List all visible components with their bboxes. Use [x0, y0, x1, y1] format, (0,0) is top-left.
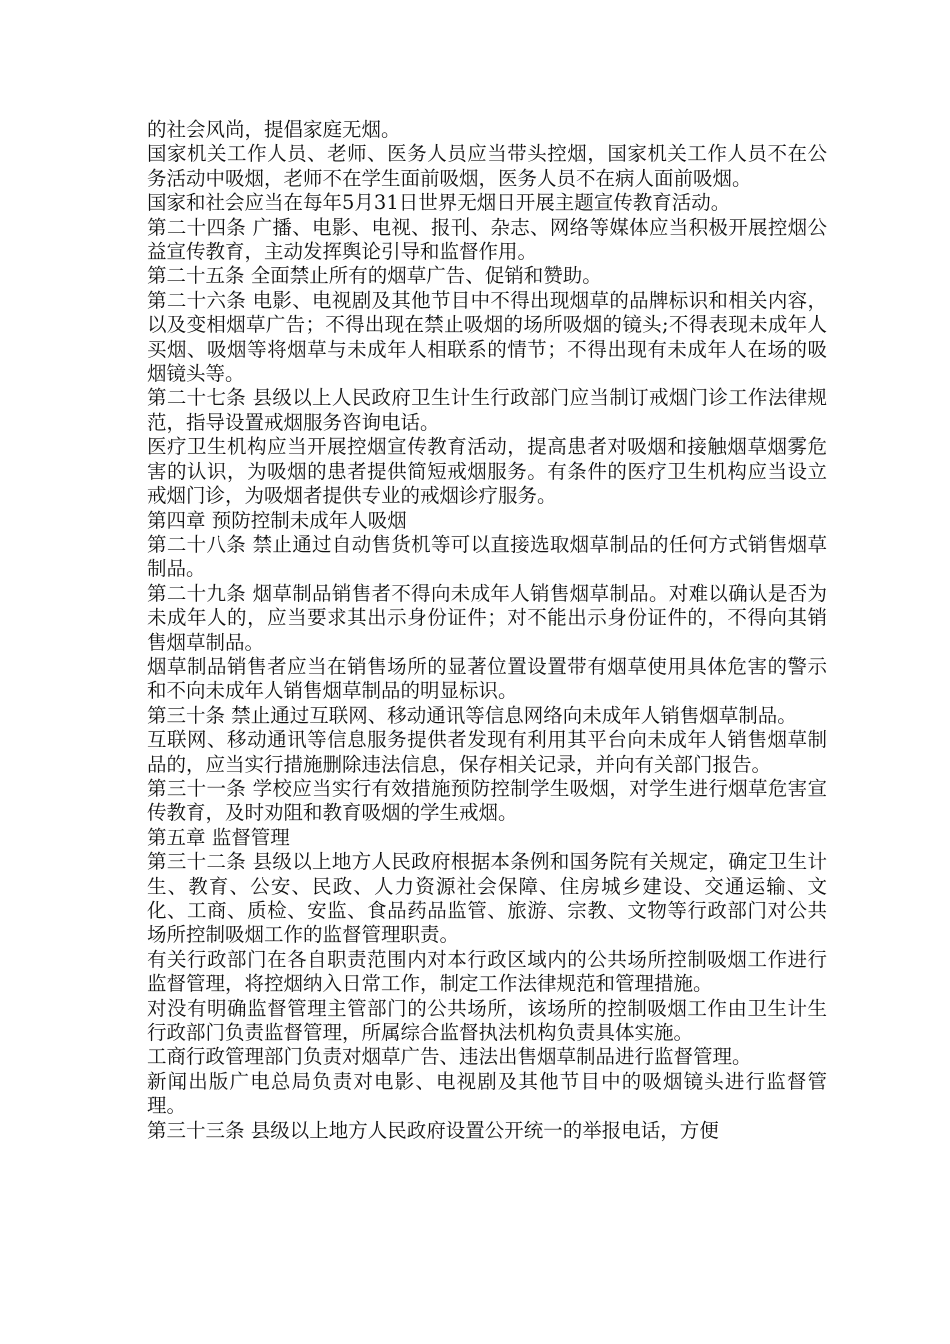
- article-paragraph: 第二十六条 电影、电视剧及其他节目中不得出现烟草的品牌标识和相关内容，以及变相烟草广告；不得出现在禁止吸烟的场所吸烟的镜头;不得表现未成年人买烟、吸烟等将烟草与未成年人相联系的情节；不得出现有未成年人在场的吸烟镜头等。: [147, 288, 827, 386]
- paragraph: 工商行政管理部门负责对烟草广告、违法出售烟草制品进行监督管理。: [147, 1045, 752, 1069]
- paragraph: 国家和社会应当在每年5月31日世界无烟日开展主题宣传教育活动。: [147, 191, 731, 215]
- paragraph: 互联网、移动通讯等信息服务提供者发现有利用其平台向未成年人销售烟草制品的，应当实行措施删除违法信息，保存相关记录，并向有关部门报告。: [147, 728, 827, 776]
- paragraph: 有关行政部门在各自职责范围内对本行政区域内的公共场所控制吸烟工作进行监督管理，将控烟纳入日常工作，制定工作法律规范和管理措施。: [147, 947, 827, 996]
- chapter-heading: 第五章 监督管理: [147, 825, 290, 849]
- article-paragraph: 第二十四条 广播、电影、电视、报刊、杂志、网络等媒体应当积极开展控烟公益宣传教育，主动发挥舆论引导和监督作用。: [147, 215, 827, 264]
- article-paragraph: 第三十二条 县级以上地方人民政府根据本条例和国务院有关规定，确定卫生计生、教育、公安、民政、人力资源社会保障、住房城乡建设、交通运输、文化、工商、质检、安监、食品药品监管、旅游、宗教、文物等行政部门对公共场所控制吸烟工作的监督管理职责。: [147, 850, 827, 947]
- paragraph: 对没有明确监督管理主管部门的公共场所，该场所的控制吸烟工作由卫生计生行政部门负责监督管理，所属综合监督执法机构负责具体实施。: [147, 996, 827, 1045]
- paragraph: 国家机关工作人员、老师、医务人员应当带头控烟，国家机关工作人员不在公务活动中吸烟，老师不在学生面前吸烟，医务人员不在病人面前吸烟。: [147, 142, 827, 190]
- article-paragraph: 第三十三条 县级以上地方人民政府设置公开统一的举报电话，方便: [147, 1118, 719, 1142]
- article-paragraph: 第二十八条 禁止通过自动售货机等可以直接选取烟草制品的任何方式销售烟草制品。: [147, 532, 827, 581]
- paragraph: 烟草制品销售者应当在销售场所的显著位置设置带有烟草使用具体危害的警示和不向未成年人销售烟草制品的明显标识。: [147, 654, 827, 703]
- article-paragraph: 第二十九条 烟草制品销售者不得向未成年人销售烟草制品。对难以确认是否为未成年人的，应当要求其出示身份证件；对不能出示身份证件的，不得向其销售烟草制品。: [147, 581, 827, 654]
- paragraph: 医疗卫生机构应当开展控烟宣传教育活动，提高患者对吸烟和接触烟草烟雾危害的认识，为吸烟的患者提供简短戒烟服务。有条件的医疗卫生机构应当设立戒烟门诊，为吸烟者提供专业的戒烟诊疗服务。: [147, 435, 827, 508]
- paragraph: 的社会风尚，提倡家庭无烟。: [147, 118, 401, 141]
- article-paragraph: 第三十条 禁止通过互联网、移动通讯等信息网络向未成年人销售烟草制品。: [147, 703, 797, 727]
- document-page: [147, 118, 827, 1143]
- article-paragraph: 第三十一条 学校应当实行有效措施预防控制学生吸烟，对学生进行烟草危害宣传教育，及时劝阻和教育吸烟的学生戒烟。: [147, 776, 827, 825]
- article-paragraph: 第二十七条 县级以上人民政府卫生计生行政部门应当制订戒烟门诊工作法律规范，指导设置戒烟服务咨询电话。: [147, 386, 827, 434]
- chapter-heading: 第四章 预防控制未成年人吸烟: [147, 508, 407, 532]
- article-paragraph: 第二十五条 全面禁止所有的烟草广告、促销和赞助。: [147, 264, 602, 288]
- paragraph: 新闻出版广电总局负责对电影、电视剧及其他节目中的吸烟镜头进行监督管理。: [147, 1069, 827, 1118]
